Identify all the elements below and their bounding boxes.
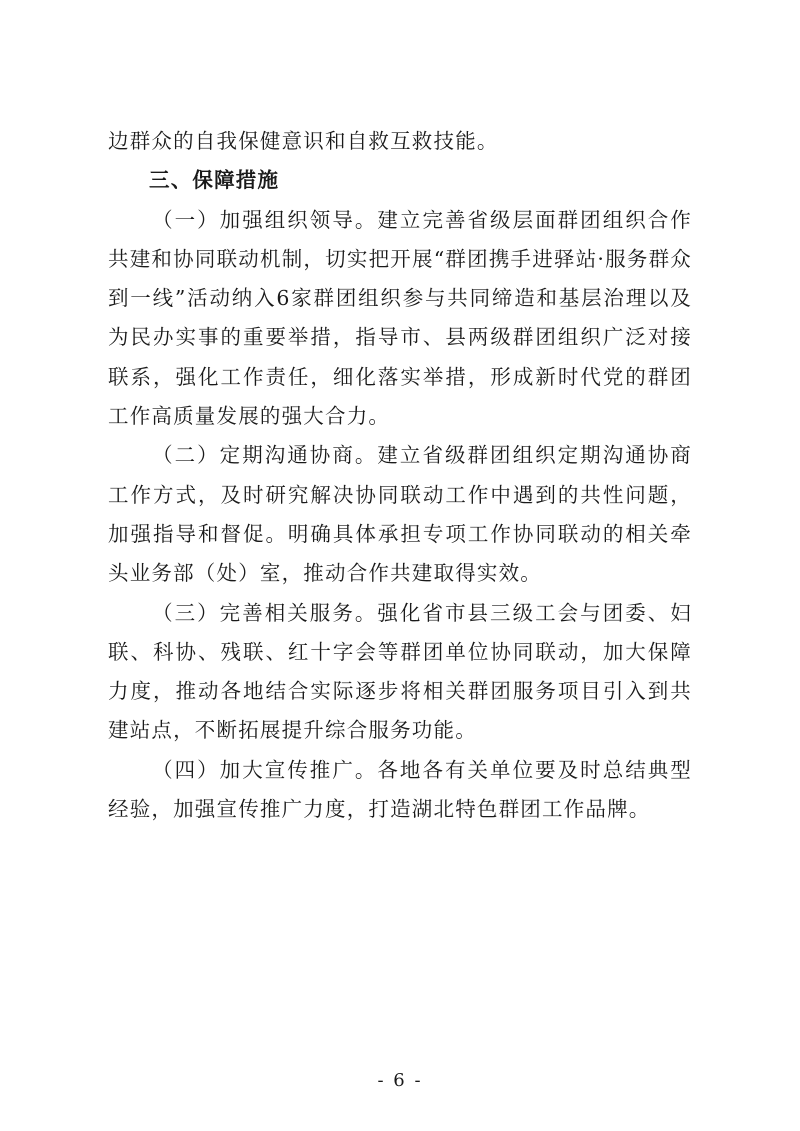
continuation-paragraph: 边群众的自我保健意识和自救互救技能。 bbox=[108, 129, 499, 153]
paragraph-2: （二）定期沟通协商。建立省级群团组织定期沟通协商工作方式，及时研究解决协同联动工作中遇到的共性问题，加强指导和督促。明确具体承担专项工作协同联动的相关牵头业务部（处）室，推动合作共建取得实效。 bbox=[108, 443, 692, 586]
paragraph-4: （四）加大宣传推广。各地各有关单位要及时总结典型经验，加强宣传推广力度，打造湖北特色群团工作品牌。 bbox=[108, 757, 692, 822]
section-heading: 三、保障措施 bbox=[149, 168, 280, 193]
document-body bbox=[108, 122, 692, 829]
page-number: - 6 - bbox=[377, 1070, 423, 1091]
paragraph-3: （三）完善相关服务。强化省市县三级工会与团委、妇联、科协、残联、红十字会等群团单位协同联动，加大保障力度，推动各地结合实际逐步将相关群团服务项目引入到共建站点，不断拓展提升综合服务功能。 bbox=[108, 600, 692, 743]
paragraph-1: （一）加强组织领导。建立完善省级层面群团组织合作共建和协同联动机制，切实把开展“群团携手进驿站·服务群众到一线”活动纳入6家群团组织参与共同缔造和基层治理以及为民办实事的重要举措，指导市、县两级群团组织广泛对接联系，强化工作责任，细化落实举措，形成新时代党的群团工作高质量发展的强大合力。 bbox=[108, 207, 692, 429]
